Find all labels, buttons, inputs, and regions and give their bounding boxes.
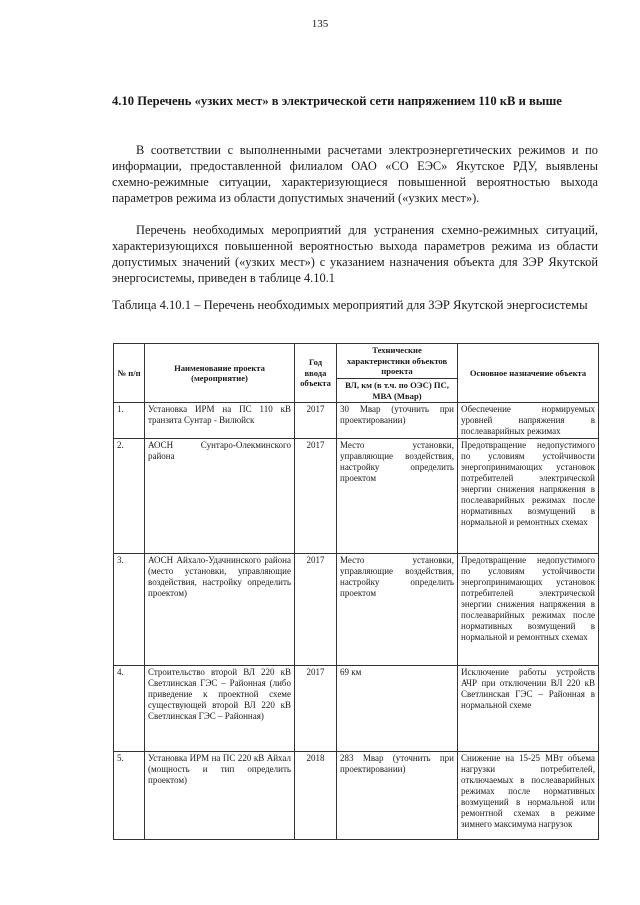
row-name: Установка ИРМ на ПС 110 кВ транзита Сунтар - Вилюйск [145,403,295,439]
table-row [114,554,599,666]
table-row [114,403,599,439]
row-num: 4. [114,666,145,752]
row-num: 5. [114,752,145,840]
row-num: 1. [114,403,145,439]
page-number: 135 [311,18,329,30]
header-tech-group: Технические характеристики объектов проекта [337,344,458,379]
section-heading: 4.10 Перечень «узких мест» в электрической сети напряжением 110 кВ и выше [112,94,562,108]
table-row [114,666,599,752]
table-row [114,752,599,840]
header-tech-sub: ВЛ, км (в т.ч. по ОЭС) ПС, МВА (Мвар) [337,379,458,403]
header-purpose: Основное назначение объекта [458,344,599,403]
projects-table [113,343,599,840]
header-name: Наименование проекта (мероприятие) [145,344,295,403]
row-name: Установка ИРМ на ПС 220 кВ Айхал (мощность и тип определить проектом) [145,752,295,840]
row-purpose: Снижение на 15-25 МВт объема нагрузки потребителей, отключаемых в послеаварийных режимах после нормативных возмущений в нормальной или ремонтной схемах в режиме зимнего максимума нагрузок [458,752,599,840]
header-num: № п/п [114,344,145,403]
row-tech: Место установки, управляющие воздействия, настройку определить проектом [337,554,458,666]
table-row [114,439,599,554]
row-purpose: Предотвращение недопустимого по условиям устойчивости энергопринимающих установок потребителей электрической энергии снижения напряжения в послеаварийных режимах после нормативных возмущений в нормальной и ремонтных схемах [458,554,599,666]
row-name: АОСН Айхало-Удачнинского района (место установки, управляющие воздействия, настройку определить проектом) [145,554,295,666]
paragraph-1: В соответствии с выполненными расчетами электроэнергетических режимов и по информации, предоставленной филиалом ОАО «СО ЕЭС» Якутское РДУ, выявлены схемно-режимные ситуации, характеризующиеся повышенной вероятностью выхода параметров режима из области допустимых значений («узких мест»). [112,143,598,205]
header-year: Год ввода объекта [295,344,337,403]
row-purpose: Обеспечение нормируемых уровней напряжения в послеаварийных режимах [458,403,599,439]
row-name: АОСН Сунтаро-Олекминского района [145,439,295,554]
paragraph-2: Перечень необходимых мероприятий для устранения схемно-режимных ситуаций, характеризующихся повышенной вероятностью выхода параметров режима из области допустимых значений («узких мест») с указанием назначения объекта для ЗЭР Якутской энергосистемы, приведен в таблице 4.10.1 [112,223,598,285]
row-purpose: Предотвращение недопустимого по условиям устойчивости энергопринимающих установок потребителей электрической энергии снижения напряжения в послеаварийных режимах после нормативных возмущений в нормальной и ремонтных схемах [458,439,599,554]
row-purpose: Исключение работы устройств АЧР при отключении ВЛ 220 кВ Светлинская ГЭС – Районная в нормальной схеме [458,666,599,752]
row-tech: Место установки, управляющие воздействия, настройку определить проектом [337,439,458,554]
row-name: Строительство второй ВЛ 220 кВ Светлинская ГЭС – Районная (либо приведение к проектной схеме существующей второй ВЛ 220 кВ Светлинская ГЭС – Районная) [145,666,295,752]
row-tech: 69 км [337,666,458,752]
row-year: 2017 [295,666,337,752]
row-year: 2017 [295,403,337,439]
row-tech: 30 Мвар (уточнить при проектировании) [337,403,458,439]
table-caption: Таблица 4.10.1 – Перечень необходимых мероприятий для ЗЭР Якутской энергосистемы [112,298,588,312]
row-year: 2017 [295,554,337,666]
table-header-row [114,344,599,379]
row-tech: 283 Мвар (уточнить при проектировании) [337,752,458,840]
row-num: 2. [114,439,145,554]
row-year: 2017 [295,439,337,554]
row-num: 3. [114,554,145,666]
row-year: 2018 [295,752,337,840]
